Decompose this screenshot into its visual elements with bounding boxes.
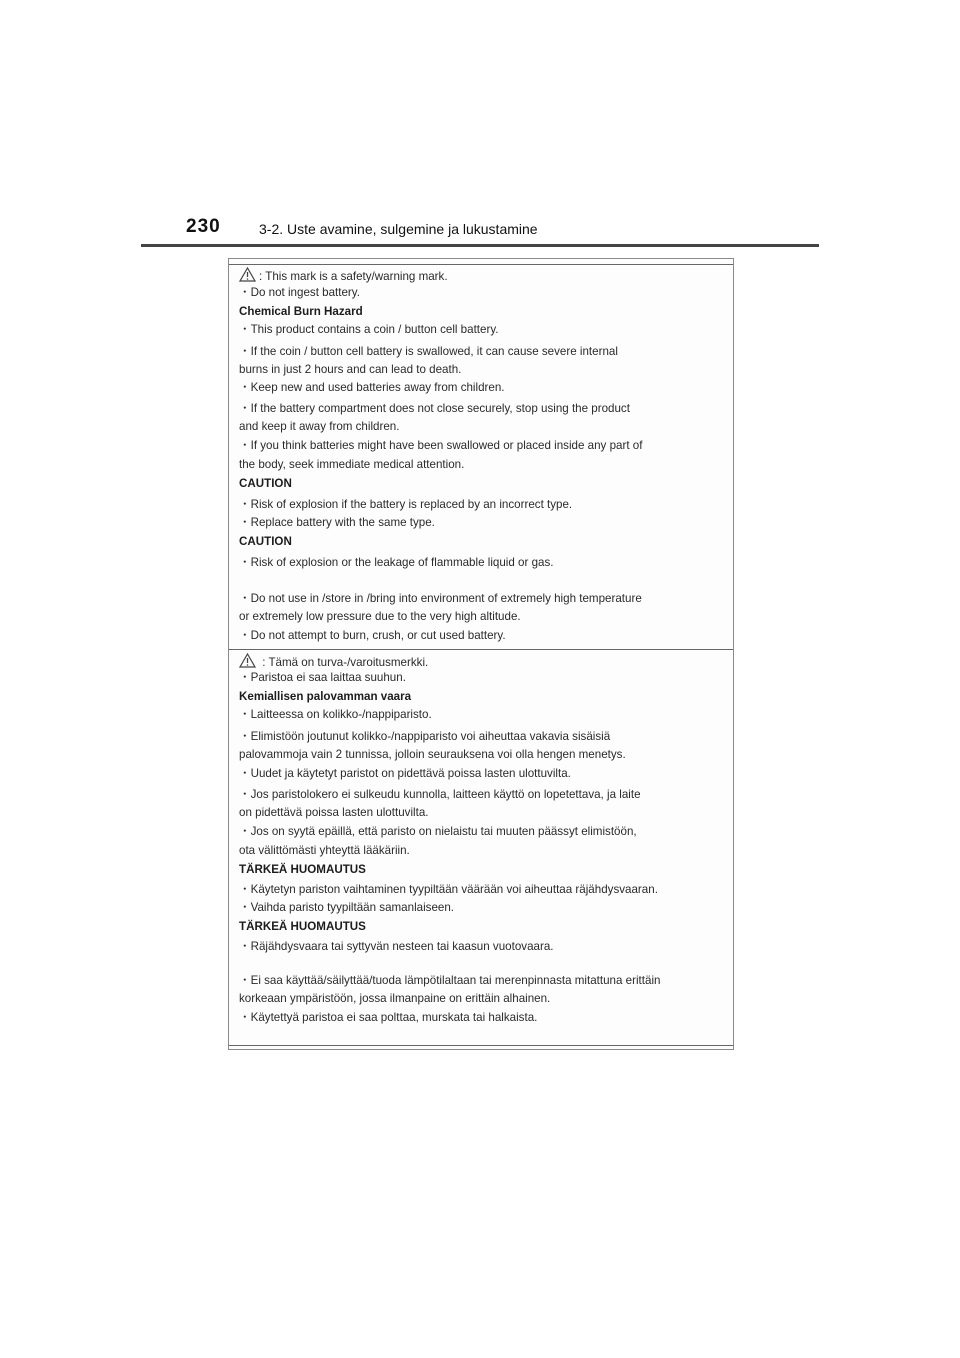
label-line-text: ・If the battery compartment does not close securely, stop using the product (239, 402, 630, 415)
label-heading (239, 920, 729, 934)
label-line-text: ・Risk of explosion or the leakage of flammable liquid or gas. (239, 556, 554, 569)
label-line-text: or extremely low pressure due to the very high altitude. (239, 610, 521, 623)
label-line-text: ・Jos paristolokero ei sulkeudu kunnolla, laitteen käyttö on lopetettava, ja laite (239, 788, 641, 801)
page-number: 230 (186, 216, 221, 237)
label-line-text: and keep it away from children. (239, 420, 400, 433)
label-line-text: ・Laitteessa on kolikko-/nappiparisto. (239, 708, 432, 721)
label-text-line (239, 901, 729, 915)
header-rule (141, 244, 819, 247)
label-text-line (239, 363, 729, 377)
label-line-text: ・Paristoa ei saa laittaa suuhun. (239, 671, 406, 684)
label-text-line (239, 806, 729, 820)
label-heading (239, 690, 729, 704)
battery-warning-label (228, 258, 734, 1050)
label-line-text: ota välittömästi yhteyttä lääkäriin. (239, 844, 410, 857)
label-text-line (239, 730, 729, 744)
label-line-text: ・Do not attempt to burn, crush, or cut used battery. (239, 629, 506, 642)
label-text-line (239, 458, 729, 472)
section-title: 3-2. Uste avamine, sulgemine ja lukustamine (259, 221, 538, 237)
label-text-line (239, 825, 729, 839)
label-text-line (239, 767, 729, 781)
label-line-text: TÄRKEÄ HUOMAUTUS (239, 920, 366, 933)
label-line-text: ・Käytetyn pariston vaihtaminen tyypiltään väärään voi aiheuttaa räjähdysvaaran. (239, 883, 658, 896)
label-line-text: ・Räjähdysvaara tai syttyvän nesteen tai kaasun vuotovaara. (239, 940, 554, 953)
label-line-text: ・This product contains a coin / button cell battery. (239, 323, 499, 336)
label-line-text: ・Keep new and used batteries away from children. (239, 381, 505, 394)
warning-triangle-icon (239, 653, 256, 672)
label-text-line (239, 671, 729, 685)
label-line-text: ・Vaihda paristo tyypiltään samanlaiseen. (239, 901, 455, 914)
label-line-text: ・Elimistöön joutunut kolikko-/nappiparisto voi aiheuttaa vakavia sisäisiä (239, 730, 611, 743)
label-text-line (239, 974, 729, 988)
label-line-text: Kemiallisen palovamman vaara (239, 690, 412, 703)
label-text-line (239, 940, 729, 954)
label-section-finnish (229, 650, 733, 1048)
label-line-text: CAUTION (239, 535, 292, 548)
label-text-line (239, 267, 729, 286)
label-heading (239, 477, 729, 491)
label-line-text: ・If the coin / button cell battery is swallowed, it can cause severe internal (239, 345, 618, 358)
label-text-line (239, 1011, 729, 1025)
label-line-text: burns in just 2 hours and can lead to death. (239, 363, 462, 376)
warning-triangle-icon (239, 267, 256, 286)
label-line-text: ・Ei saa käyttää/säilyttää/tuoda lämpötilaltaan tai merenpinnasta mitattuna erittäin (239, 974, 661, 987)
label-text-line (239, 592, 729, 606)
label-line-text: ・Käytettyä paristoa ei saa polttaa, murskata tai halkaista. (239, 1011, 538, 1024)
label-text-line (239, 286, 729, 300)
label-bottom-rule (229, 1045, 733, 1046)
label-line-text: ・Do not use in /store in /bring into environment of extremely high temperature (239, 592, 642, 605)
label-text-line (239, 844, 729, 858)
label-text-line (239, 883, 729, 897)
label-text-line (239, 381, 729, 395)
label-line-text: Chemical Burn Hazard (239, 305, 363, 318)
page-header (141, 214, 819, 246)
label-line-text: the body, seek immediate medical attention. (239, 458, 465, 471)
label-text-line (239, 420, 729, 434)
label-text-line (239, 498, 729, 512)
label-text-line (239, 345, 729, 359)
label-line-text: TÄRKEÄ HUOMAUTUS (239, 863, 366, 876)
label-section-english (229, 259, 733, 649)
label-line-text: : This mark is a safety/warning mark. (259, 270, 448, 283)
label-text-line (239, 516, 729, 530)
label-text-line (239, 323, 729, 337)
label-text-line (239, 629, 729, 643)
label-line-text: ・Jos on syytä epäillä, että paristo on nielaistu tai muuten päässyt elimistöön, (239, 825, 637, 838)
label-line-text: on pidettävä poissa lasten ulottuvilta. (239, 806, 429, 819)
label-line-text: palovammoja vain 2 tunnissa, jolloin seurauksena voi olla hengen menetys. (239, 748, 626, 761)
label-line-text: ・Uudet ja käytetyt paristot on pidettävä poissa lasten ulottuvilta. (239, 767, 571, 780)
label-text-line (239, 708, 729, 722)
label-text-line (239, 788, 729, 802)
label-line-text: korkeaan ympäristöön, jossa ilmanpaine on erittäin alhainen. (239, 992, 551, 1005)
label-text-line (239, 653, 729, 672)
label-text-line (239, 439, 729, 453)
label-text-line (239, 992, 729, 1006)
label-line-text: ・Risk of explosion if the battery is replaced by an incorrect type. (239, 498, 573, 511)
label-line-text: : Tämä on turva-/varoitusmerkki. (259, 656, 429, 669)
label-line-text: ・If you think batteries might have been swallowed or placed inside any part of (239, 439, 643, 452)
label-text-line (239, 748, 729, 762)
label-line-text: CAUTION (239, 477, 292, 490)
label-heading (239, 305, 729, 319)
label-text-line (239, 556, 729, 570)
label-text-line (239, 610, 729, 624)
label-line-text: ・Do not ingest battery. (239, 286, 360, 299)
label-heading (239, 535, 729, 549)
label-heading (239, 863, 729, 877)
label-line-text: ・Replace battery with the same type. (239, 516, 435, 529)
label-text-line (239, 402, 729, 416)
